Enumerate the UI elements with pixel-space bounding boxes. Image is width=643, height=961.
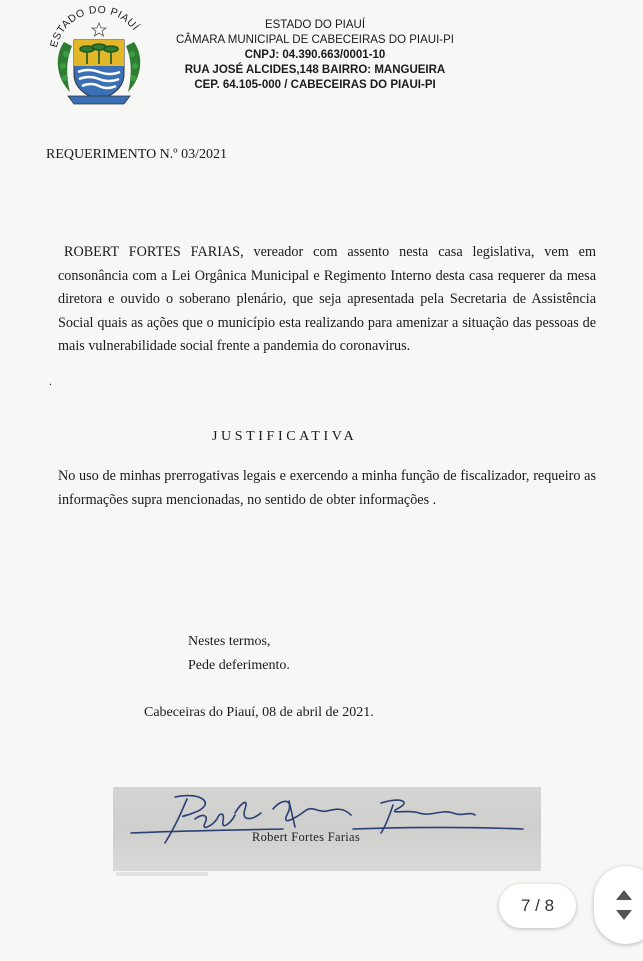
page-scroll-button[interactable] [594,866,643,944]
signature-block [113,787,541,871]
letterhead-cnpj: CNPJ: 04.390.663/0001-10 [244,49,386,61]
chevron-up-down-icon [614,888,634,922]
seal-emblem-icon [44,6,154,110]
stray-mark: . [49,374,52,388]
signature-printed-name: Robert Fortes Farias [252,830,361,844]
closing-line-2: Pede deferimento. [188,658,290,673]
letterhead-cep: CEP. 64.105-000 / CABECEIRAS DO PIAUI-PI [194,79,436,91]
letterhead-state: ESTADO DO PIAUÍ [264,19,366,31]
letterhead-chamber: CÂMARA MUNICIPAL DE CABECEIRAS DO PIAUI-PI [176,34,454,46]
seal-arc-text: ESTADO DO PIAUÍ [47,6,142,49]
justification-paragraph: No uso de minhas prerrogativas legais e exercendo a minha função de fiscalizador, requeiro as informações supra mencionadas, no sentido de obter informações . [58,468,596,508]
request-paragraph-text: ROBERT FORTES FARIAS, vereador com assento nesta casa legislativa, vem em consonância com a Lei Orgânica Municipal e Regimento Interno desta casa requerer da mesa diretora e ouvido o soberano plenário, que seja apresentada pela Secretaria de Assistência Social quais as ações que o município esta realizando para amenizar a situação das pessoas de mais vulnerabilidade social frente a pandemia do coronavirus. [58,244,596,354]
request-paragraph [58,241,596,359]
closing-line-1: Nestes termos, [188,634,271,649]
state-seal-logo [44,6,154,110]
closing-block [188,630,290,678]
letterhead [170,18,460,93]
page-indicator [499,884,576,928]
letterhead-address: RUA JOSÉ ALCIDES,148 BAIRRO: MANGUEIRA [184,64,446,76]
justification-title: JUSTIFICATIVA [212,429,358,444]
place-and-date: Cabeceiras do Piauí, 08 de abril de 2021. [144,705,374,720]
page-indicator-text: 7 / 8 [520,896,555,915]
scan-footer-mark [116,872,208,876]
document-title: REQUERIMENTO N.º 03/2021 [46,147,228,162]
handwritten-signature-icon [113,787,541,871]
